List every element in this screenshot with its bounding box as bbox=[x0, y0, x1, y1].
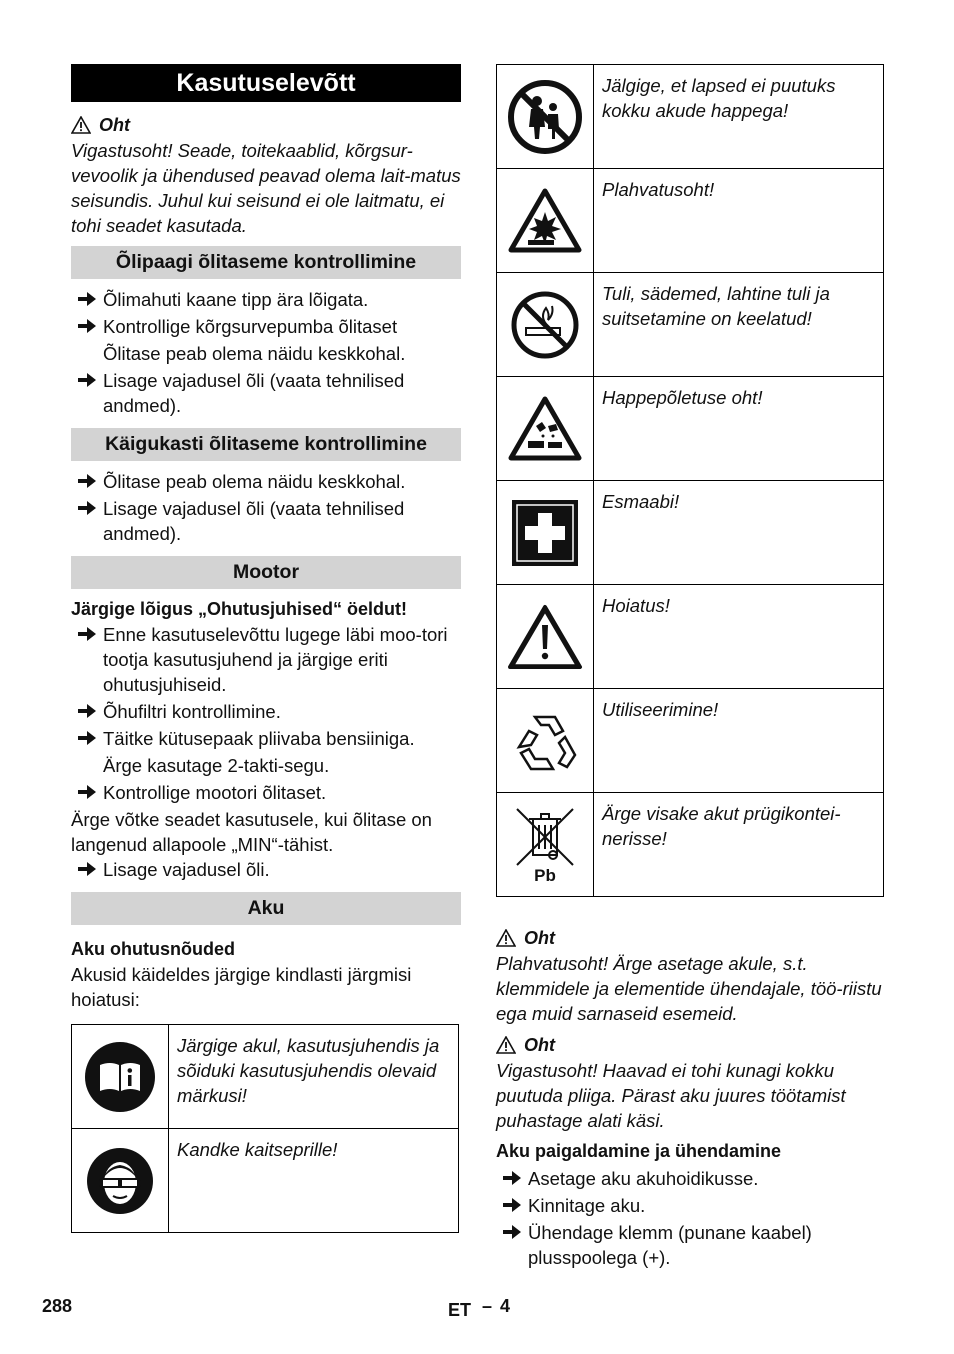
section-heading-oil-tank: Õlipaagi õlitaseme kontrollimine bbox=[71, 246, 461, 279]
footer-separator: – bbox=[482, 1296, 493, 1316]
table-cell: Tuli, sädemed, lahtine tuli ja suitsetamine on keelatud! bbox=[602, 283, 830, 329]
no-fire-no-smoking-icon bbox=[497, 273, 594, 376]
manual-icon bbox=[72, 1025, 169, 1128]
warning-icon bbox=[496, 929, 516, 947]
list-item: Enne kasutuselevõttu lugege läbi moo-tori tootja kasutusjuhend ja järgige eriti ohutusjuhiseid. bbox=[71, 622, 461, 697]
warning-triangle-icon bbox=[497, 585, 594, 688]
list-item: Kinnitage aku. bbox=[496, 1193, 884, 1218]
warning-heading: Oht bbox=[71, 112, 461, 138]
section-heading-battery: Aku bbox=[71, 892, 461, 925]
table-row bbox=[497, 273, 883, 377]
arrow-icon bbox=[71, 500, 103, 516]
arrow-icon bbox=[71, 730, 103, 746]
list-item: Lisage vajadusel õli (vaata tehnilised andmed). bbox=[71, 496, 461, 546]
symbol-table-left bbox=[71, 1024, 459, 1233]
section-page-number: 4 bbox=[500, 1296, 511, 1316]
arrow-icon bbox=[71, 626, 103, 642]
arrow-icon bbox=[71, 372, 103, 388]
page-number: 288 bbox=[42, 1296, 73, 1316]
table-cell: Utiliseerimine! bbox=[602, 699, 719, 720]
note-text: Ärge kasutage 2-takti-segu. bbox=[103, 755, 330, 776]
table-cell: Jälgige, et lapsed ei puutuks kokku akude happega! bbox=[602, 75, 836, 121]
list-item: Lisage vajadusel õli. bbox=[71, 857, 461, 882]
section-heading-engine: Mootor bbox=[71, 556, 461, 589]
list-item: Kontrollige mootori õlitaset. bbox=[71, 780, 461, 805]
table-row bbox=[72, 1025, 458, 1129]
explosion-icon bbox=[497, 169, 594, 272]
table-cell: Ärge visake akut prügikontei-nerisse! bbox=[602, 803, 841, 849]
warning-text: Plahvatusoht! Ärge asetage akule, s.t. klemmidele ja elementide ühendajale, töö-riistu ega muid sarnaseid esemeid. bbox=[496, 953, 882, 1024]
symbol-table-right bbox=[496, 64, 884, 897]
keep-children-away-icon bbox=[497, 65, 594, 168]
table-cell: Esmaabi! bbox=[602, 491, 680, 512]
paragraph: Akusid käideldes järgige kindlasti järgmisi hoiatusi: bbox=[71, 964, 412, 1010]
list-item: Kontrollige kõrgsurvepumba õlitaset bbox=[71, 314, 461, 339]
warning-heading: Oht bbox=[496, 925, 884, 951]
page-title: Kasutuselevõtt bbox=[71, 64, 461, 102]
table-row bbox=[497, 793, 883, 896]
no-trash-bin-icon bbox=[497, 793, 594, 896]
table-row bbox=[497, 689, 883, 793]
bold-heading: Aku ohutusnõuded bbox=[71, 939, 235, 959]
arrow-icon bbox=[71, 703, 103, 719]
table-cell: Happepõletuse oht! bbox=[602, 387, 763, 408]
list-item: Õhufiltri kontrollimine. bbox=[71, 699, 461, 724]
paragraph: Ärge võtke seadet kasutusele, kui õlitase on langenud allapoole „MIN“-tähist. bbox=[71, 809, 432, 855]
list-item: Asetage aku akuhoidikusse. bbox=[496, 1166, 884, 1191]
note-text: Õlitase peab olema näidu keskkohal. bbox=[103, 343, 406, 364]
arrow-icon bbox=[496, 1170, 528, 1186]
arrow-icon bbox=[496, 1224, 528, 1240]
arrow-icon bbox=[71, 861, 103, 877]
arrow-icon bbox=[71, 473, 103, 489]
bold-note: Järgige lõigus „Ohutusjuhised“ öeldut! bbox=[71, 599, 408, 619]
list-item: Lisage vajadusel õli (vaata tehnilised andmed). bbox=[71, 368, 461, 418]
table-cell: Järgige akul, kasutusjuhendis ja sõiduki kasutusjuhendis olevaid märkusi! bbox=[177, 1035, 440, 1106]
right-column bbox=[496, 64, 884, 1270]
list-item: Ühendage klemm (punane kaabel) plusspoolega (+). bbox=[496, 1220, 884, 1270]
list-item: Täitke kütusepaak pliivaba bensiiniga. bbox=[71, 726, 461, 751]
warning-icon bbox=[496, 1036, 516, 1054]
table-cell: Hoiatus! bbox=[602, 595, 670, 616]
table-row bbox=[497, 481, 883, 585]
warning-heading: Oht bbox=[496, 1032, 884, 1058]
table-row bbox=[497, 65, 883, 169]
bold-heading: Aku paigaldamine ja ühendamine bbox=[496, 1141, 782, 1161]
language-code: ET bbox=[448, 1300, 472, 1320]
table-cell: Plahvatusoht! bbox=[602, 179, 715, 200]
acid-burn-icon bbox=[497, 377, 594, 480]
table-cell: Kandke kaitseprille! bbox=[177, 1139, 338, 1160]
table-row bbox=[72, 1129, 458, 1232]
section-heading-gearbox: Käigukasti õlitaseme kontrollimine bbox=[71, 428, 461, 461]
table-row bbox=[497, 377, 883, 481]
arrow-icon bbox=[71, 784, 103, 800]
table-row bbox=[497, 585, 883, 689]
first-aid-icon bbox=[497, 481, 594, 584]
safety-goggles-icon bbox=[72, 1129, 169, 1232]
warning-text: Vigastusoht! Seade, toitekaablid, kõrgsur-vevoolik ja ühendused peavad olema lait-matus seisundis. Juhul kui seisund ei ole laitmatu, ei tohi seadet kasutada. bbox=[71, 140, 461, 236]
recycling-icon bbox=[497, 689, 594, 792]
list-item: Õlitase peab olema näidu keskkohal. bbox=[71, 469, 461, 494]
left-column bbox=[71, 64, 461, 1233]
pb-label: Pb bbox=[534, 865, 556, 885]
arrow-icon bbox=[71, 318, 103, 334]
warning-icon bbox=[71, 116, 91, 134]
list-item: Õlimahuti kaane tipp ära lõigata. bbox=[71, 287, 461, 312]
table-row bbox=[497, 169, 883, 273]
warning-text: Vigastusoht! Haavad ei tohi kunagi kokku puutuda pliiga. Pärast aku juures töötamist puhastage alati käsi. bbox=[496, 1060, 846, 1131]
arrow-icon bbox=[71, 291, 103, 307]
arrow-icon bbox=[496, 1197, 528, 1213]
